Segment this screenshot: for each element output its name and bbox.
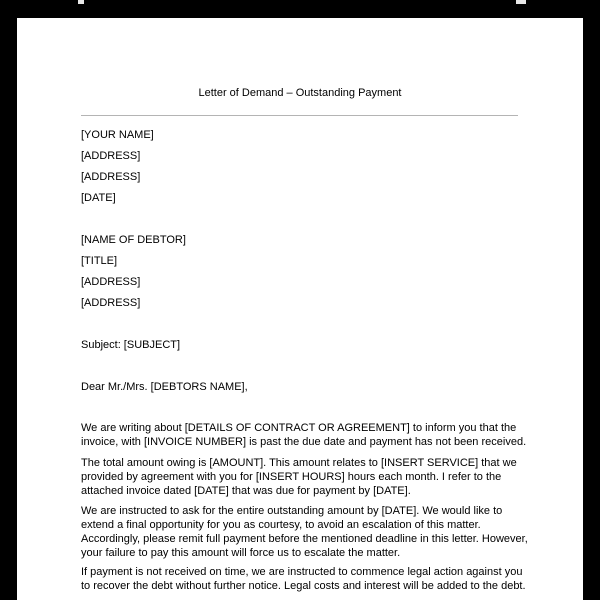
body-paragraph-1 xyxy=(81,421,527,449)
body-paragraph-4 xyxy=(81,565,526,593)
paragraph-line: We are writing about [DETAILS OF CONTRACT OR AGREEMENT] to inform you that the xyxy=(81,422,517,434)
paragraph-line: The total amount owing is [AMOUNT]. This amount relates to [INSERT SERVICE] that we xyxy=(81,457,517,469)
title-divider xyxy=(81,115,518,116)
document-page xyxy=(17,18,583,600)
recipient-name: [NAME OF DEBTOR] xyxy=(81,234,186,246)
sender-address-line-2: [ADDRESS] xyxy=(81,171,141,183)
top-bar xyxy=(0,0,600,18)
top-bar-mark-right xyxy=(516,0,526,4)
paragraph-line: invoice, with [INVOICE NUMBER] is past the due date and payment has not been received. xyxy=(81,436,527,448)
recipient-address-line-1: [ADDRESS] xyxy=(81,276,141,288)
paragraph-line: to recover the debt without further notice. Legal costs and interest will be added to the debt. xyxy=(81,580,526,592)
paragraph-line: attached invoice dated [DATE] that was due for payment by [DATE]. xyxy=(81,485,411,497)
sender-address-line-1: [ADDRESS] xyxy=(81,150,141,162)
sender-date: [DATE] xyxy=(81,192,116,204)
recipient-title: [TITLE] xyxy=(81,255,118,267)
paragraph-line: provided by agreement with you for [INSERT HOURS] hours each month. I refer to the xyxy=(81,471,502,483)
paragraph-line: Accordingly, please remit full payment before the mentioned deadline in this letter. However, xyxy=(81,533,528,545)
paragraph-line: If payment is not received on time, we are instructed to commence legal action against you xyxy=(81,566,523,578)
paragraph-line: We are instructed to ask for the entire outstanding amount by [DATE]. We would like to xyxy=(81,505,503,517)
sender-name: [YOUR NAME] xyxy=(81,129,154,141)
subject-line: Subject: [SUBJECT] xyxy=(81,339,181,351)
paragraph-line: extend a final opportunity for you as courtesy, to avoid an escalation of this matter. xyxy=(81,519,481,531)
body-paragraph-2 xyxy=(81,456,521,498)
document-title: Letter of Demand – Outstanding Payment xyxy=(198,87,402,99)
salutation: Dear Mr./Mrs. [DEBTORS NAME], xyxy=(81,381,248,393)
top-bar-mark-left xyxy=(78,0,84,4)
recipient-address-line-2: [ADDRESS] xyxy=(81,297,141,309)
paragraph-line: your failure to pay this amount will force us to escalate the matter. xyxy=(81,547,401,559)
body-paragraph-3 xyxy=(81,504,528,560)
